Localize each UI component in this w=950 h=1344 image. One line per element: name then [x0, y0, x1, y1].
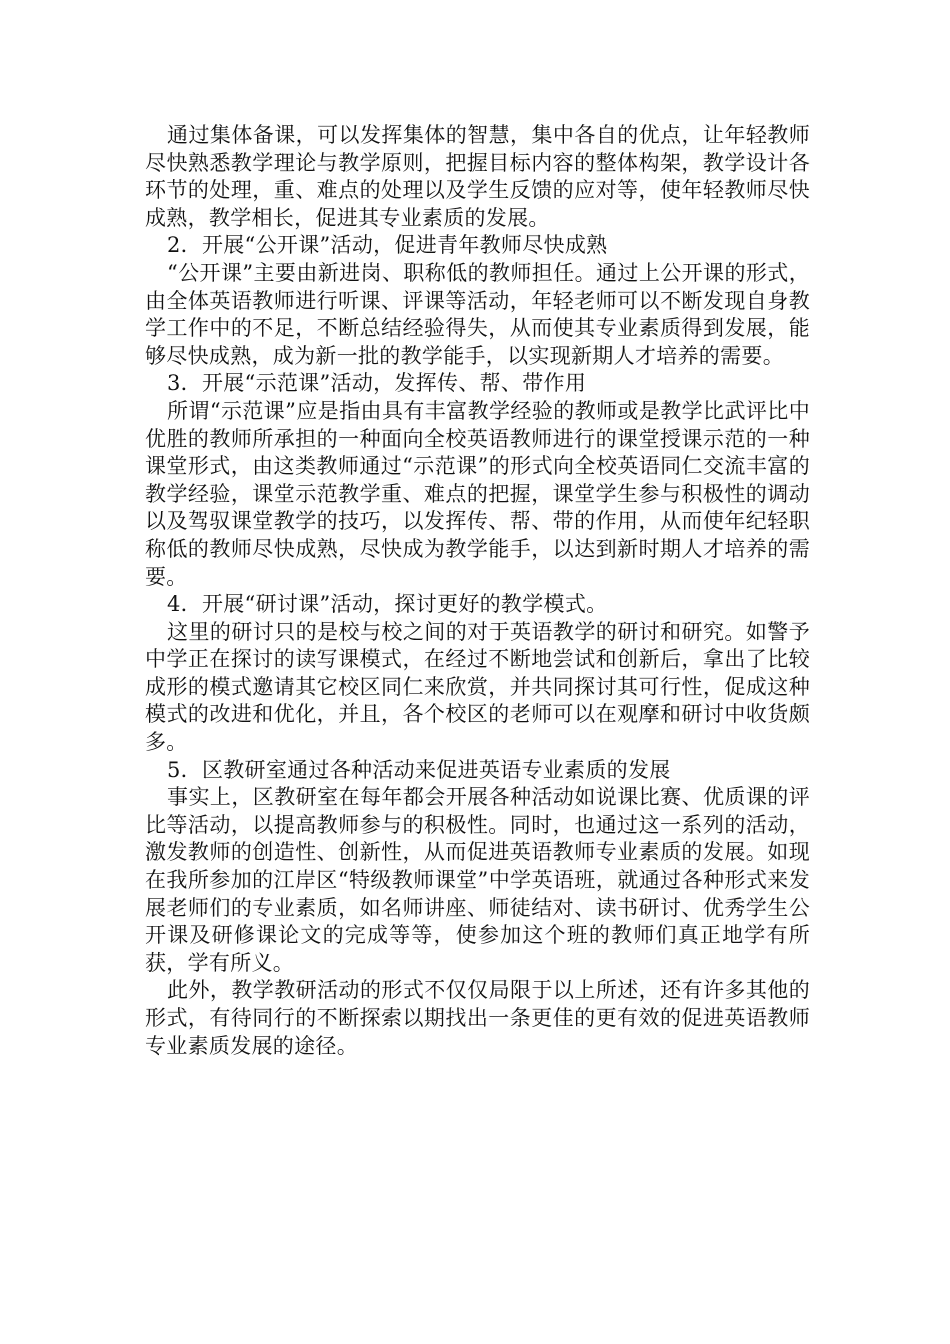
paragraph-district-research: 事实上，区教研室在每年都会开展各种活动如说课比赛、优质课的评比等活动，以提高教师参与的积极性。同时，也通过这一系列的活动，激发教师的创造性、创新性，从而促进英语教师专业素质的发展。如现在我所参加的江岸区“特级教师课堂”中学英语班，就通过各种形式来发展老师们的专业素质，如名师讲座、师徒结对、读书研讨、优秀学生公开课及研修课论文的完成等等，使参加这个班的教师们真正地学有所获，学有所义。	[145, 785, 810, 975]
section-heading-seminar-class: 4．开展“研讨课”活动，探讨更好的教学模式。	[167, 592, 608, 617]
paragraph-collective-lesson-prep: 通过集体备课，可以发挥集体的智慧，集中各自的优点，让年轻教师尽快熟悉教学理论与教学原则，把握目标内容的整体构架，教学设计各环节的处理，重、难点的处理以及学生反馈的应对等，使年轻教师尽快成熟，教学相长，促进其专业素质的发展。	[145, 123, 810, 230]
paragraph-conclusion: 此外，教学教研活动的形式不仅仅局限于以上所述，还有许多其他的形式，有待同行的不断探索以期找出一条更佳的更有效的促进英语教师专业素质发展的途径。	[145, 978, 810, 1058]
section-heading-open-class: 2．开展“公开课”活动，促进青年教师尽快成熟	[167, 233, 608, 258]
paragraph-seminar-class: 这里的研讨只的是校与校之间的对于英语教学的研讨和研究。如警予中学正在探讨的读写课模式，在经过不断地尝试和创新后，拿出了比较成形的模式邀请其它校区同仁来欣赏，并共同探讨其可行性，促成这种模式的改进和优化，并且，各个校区的老师可以在观摩和研讨中收货颇多。	[145, 619, 810, 755]
paragraph-open-class: “公开课”主要由新进岗、职称低的教师担任。通过上公开课的形式，由全体英语教师进行听课、评课等活动，年轻老师可以不断发现自身教学工作中的不足，不断总结经验得失，从而使其专业素质得到发展，能够尽快成熟，成为新一批的教学能手，以实现新期人才培养的需要。	[145, 260, 810, 368]
document-body	[145, 122, 810, 1060]
section-heading-demo-class: 3．开展“示范课”活动，发挥传、帮、带作用	[167, 371, 587, 396]
paragraph-demo-class: 所谓“示范课”应是指由具有丰富教学经验的教师或是教学比武评比中优胜的教师所承担的一种面向全校英语教师进行的课堂授课示范的一种课堂形式，由这类教师通过“示范课”的形式向全校英语同仁交流丰富的教学经验，课堂示范教学重、难点的把握，课堂学生参与积极性的调动以及驾驭课堂教学的技巧，以发挥传、帮、带的作用，从而使年纪轻职称低的教师尽快成熟，尽快成为教学能手，以达到新时期人才培养的需要。	[145, 398, 810, 589]
section-heading-district-research: 5．区教研室通过各种活动来促进英语专业素质的发展	[167, 757, 671, 782]
